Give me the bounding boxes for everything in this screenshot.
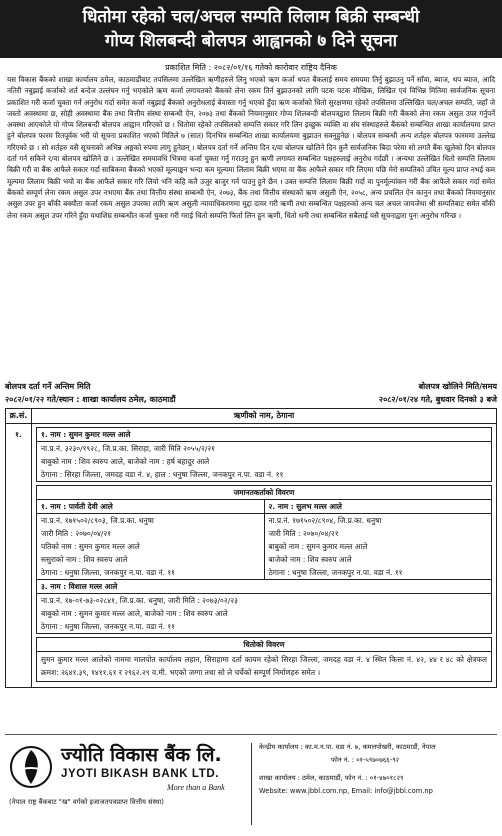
submission-deadline-value: २०८२/०१/२२ गते/स्थान : शाखा कार्यालय ठमेल, काठमाडौं: [5, 395, 176, 404]
bank-name-nepali: ज्योति विकास बैंक लि.: [61, 744, 222, 766]
guarantor-citizenship: ना.प्र.नं. १७-०१-७३-०२८४१, जि.प्र.का. धनुषा, जारी मिति : २०७३/०२/२३: [41, 596, 238, 605]
guarantor-issued: जारी मिति : २०७०/०४/२१: [268, 529, 339, 538]
borrower-name: १. नाम : सुमन कुमार मल्ल आले: [41, 430, 131, 439]
submission-deadline-label: बोलपत्र दर्ता गर्ने अन्तिम मिति: [5, 382, 91, 391]
footer-divider: [251, 743, 252, 825]
central-office: केन्द्रीय कार्यालय : का.म.न.पा. वडा नं. ७, कमलपोखरी, काठमाडौं, नेपाल: [259, 743, 436, 751]
published-date: प्रकाशित मिति : २०८२/०१/१६ गतेको कारोवार राष्ट्रिय दैनिक: [165, 63, 337, 72]
license-note: (नेपाल राष्ट्र बैंकबाट "ख" वर्गको इजाजतपत्रप्राप्त वित्तीय संस्था): [9, 798, 164, 806]
guarantor-1: [37, 500, 264, 579]
guarantor-name: १. नाम : पार्वती देवी आले: [41, 502, 113, 511]
borrower-info-box: [36, 427, 492, 482]
guarantor-name: २. नाम : सुलभ मल्ल आले: [268, 502, 342, 511]
guarantor-citizenship: ना.प्र.नं. १७१५०२/८९०४, जि.प्र.का. धनुषा: [268, 516, 382, 525]
website-email: Website: www.jbbl.com.np, Email: info@jbbl.com.np: [259, 786, 433, 795]
guarantor-father: बाबुको नाम : सुमन कुमार मल्ल आले, बाजेको नाम : शिव स्वरुप आले: [41, 609, 228, 618]
notice-title-line-2: गोप्य शिलबन्दी बोलपत्र आह्वानको ७ दिने सूचना: [104, 31, 398, 51]
collateral-description: सुमन कुमार मल्ल आलेको नाममा मालपोत कार्यालय लहान, सिराहामा दर्ता कायम रहेको सिरहा जिल्ला, जमदह वडा नं. ४ स्थित कित्ता नं. ४२, ४४ र ४८ को क्षेत्रफल क्रमश: २६४१.३९, १४११.६१ र २९६२.२९ व.मी. भएको जग्गा तथा सो ले चर्चेको सम्पूर्ण निर्माणहरु समेत ।: [41, 655, 487, 677]
guarantor-box: [36, 485, 492, 634]
contact-info: [259, 741, 495, 797]
guarantor-address: ठेगाना : धनुषा जिल्ला, जनकपुर न.पा. वडा नं. ११: [268, 568, 403, 577]
guarantor-father: बाबुको नाम : सुमन कुमार मल्ल आले: [268, 542, 368, 551]
guarantor-issued: जारी मिति : २०७०/०४/२१: [41, 529, 112, 538]
notice-title-banner: [0, 0, 502, 58]
bank-footer: [5, 734, 497, 830]
opening-date-label: बोलपत्र खोलिने मिति/समय: [418, 382, 497, 391]
guarantor-header: जमानतकर्ताको विवरण: [233, 488, 295, 497]
guarantor-grandfather: बाजेको नाम : शिव स्वरुप आले: [268, 555, 352, 564]
central-phone: फोन नं. : ०१-५९७०७६६-९२: [331, 755, 400, 764]
bank-name-english: JYOTI BIKASH BANK LTD.: [61, 768, 220, 780]
guarantor-name: ३. नाम : विशाल मल्ल आले: [41, 582, 118, 591]
opening-date-value: २०८२/०१/२४ गते, बुधवार दिनको ३ बजे: [378, 395, 497, 404]
bank-tagline: More than a Bank: [167, 783, 225, 792]
collateral-header: धितोको विवरण: [243, 640, 285, 649]
guarantor-grid: [37, 500, 491, 580]
guarantor-spouse: पतिको नाम : सुमन कुमार मल्ल आले: [41, 542, 140, 551]
row-serial-number: १.: [6, 424, 32, 688]
notice-title-line-1: धितोमा रहेको चल/अचल सम्पति लिलाम बिक्री सम्बन्धी: [82, 7, 420, 27]
borrower-cell: [32, 424, 497, 688]
borrower-address: ठेगाना : सिरहा जिल्ला, जमदह वडा नं. ४, हाल : धनुषा जिल्ला, जनकपुर न.पा. वडा नं. ११: [41, 470, 284, 479]
guarantor-address: ठेगाना : धनुषा जिल्ला, जनकपुर न.पा. वडा नं. ११: [41, 568, 176, 577]
guarantor-citizenship: ना.प्र.नं. १७१५०२/८९०३, जि.प्र.का. धनुषा: [41, 516, 154, 525]
guarantor-father-in-law: ससुराको नाम : शिव स्वरुप आले: [41, 555, 128, 564]
borrower-citizenship: ना.प्र.नं. ३२३०/१९२८, जि.प्र.का. सिराहा, जारी मिति २०५५/२/२१: [41, 444, 216, 453]
borrower-header: ऋणीको नाम, ठेगाना: [32, 409, 497, 424]
bank-logo-icon: [9, 745, 53, 789]
guarantor-address: ठेगाना : धनुषा जिल्ला, जनकपुर न.पा. वडा नं. ११: [41, 622, 176, 631]
serial-number-header: क्र.सं.: [6, 409, 32, 424]
borrower-father: बाबुको नाम : शिव स्वरुप आले, बाजेको नाम : हर्ष बहादुर आले: [41, 457, 210, 466]
guarantor-3: [37, 580, 491, 633]
branch-office: शाखा कार्यालय : ठमेल, काठमाडौं, फोन नं. : ०१-४७०१८२९: [259, 774, 404, 782]
guarantor-2: [264, 500, 492, 579]
collateral-box: [36, 637, 492, 682]
notice-body-text: यस विकास बैंकको शाखा कार्यालय ठमेल, काठमाडौंबाट तपसिलमा उल्लेखित ऋणीहरुले लिनु भएको ऋण कर्जा थपत बैंकलाई समय समयमा तिर्नु बुझाउनु पर्ने साँवा, ब्याज, थप ब्याज, आदि नतिरी नबुझाई कर्जाको शर्त बन्देज उल्लंघन गर्नु भएकोले ऋण कर्जा लगायतको बैंकको लेना रकम तिर्न बुझाउनको लागि पटक पटक मौखिक, लिखित एवं विभिन्न मितिमा सार्वजनिक सूचना प्रकाशित गरी कर्जा चुक्ता गर्न अनुरोध गर्दा समेत कर्जा नबुझाई बैंकको अनुरोधलाई बेवास्ता गर्नु भएको हुँदा ऋण कर्जाको धितो सुरक्षणमा रहेको तपसिलमा उल्लिखित चल/अचल सम्पति, जहाँ जे जस्तो अवस्थामा छ, सोही अवस्थामा बैंक तथा वित्तीय संस्था सम्बन्धी ऐन, २०७३ तथा बैंकको नियमानुसार गोप्य शिलबन्दी बोलपत्रद्वारा लिलाम बिक्री गरी बैंकको लेना रकम असुल उपर गर्नुपर्ने अवस्था आएकोले यो गोप्य शिलबन्दी बोलपत्र आह्वान गरिएको छ । धितोमा रहेको तपसिलको सम्पत्ति सकार गरि लिन इच्छुक व्यक्ति वा संघ संस्थाहरुले बैंकको सम्बन्धित शाखा कार्यालयमा प्राप्त हुने बोलपत्र फारम रितपूर्वक भरी यो सूचना प्रकाशित भएको मितिले ७ (सात) दिनभित्र सम्बन्धित शाखा कार्यालयमा बुझाउन सक्नुहुनेछ । बोलपत्र सम्बन्धी अन्य शर्तहरु बोलपत्र फारममा उल्लेख गरिएको छ । सो शर्तहरु यसै सूचनाको अभिन्न अङ्गको रुपमा लागु हुनेछन् । बोलपत्र दर्ता गर्ने अन्तिम दिन र/वा बोलपत्र खोलिने दिन कुनै सार्वजनिक बिदा परेमा सो लगतै बैंक खुलेको दिन बोलपत्र दर्ता गर्न सकिने र/वा बोलपत्र खोलिने छ । उल्लेखित समयावधि भित्रमा कर्जा चुक्ता गर्नु गराउनु हुन ऋणी लगायत सम्बन्धित पक्षहरुलाई अनुरोध गर्दछौं । अन्यथा उल्लेखित धितो सम्पत्ति लिलाम बिक्री गरी वा बैंक आफैले सकार गर्दा साबिकमा बैंकको भएको मूल्याङ्कन भन्दा कम मूल्यमा लिलाम बिक्री भएमा वा बैंक आफैले सकार गरि लिएमा पछि मेरो सम्पतिको उचित मूल्य प्राप्त नभई कम मूल्यमा लिलाम बिक्री भयो वा बैंक आफैले सकार गरि लियो भनि कहि कतै उजुर बाजुर गर्न पाउनु हुने छैन । उक्त सम्पत्ति लिलाम बिक्री गर्दा वा पुनर्मूल्यांकन गरी बैंक आफैले सकार गर्दा समेत बैंकको सम्पूर्ण लेना रकम असुल उपर नभएमा बैंक तथा वित्तीय संस्था सम्बन्धी ऐन, २०७३, बैंक तथा वित्तीय संस्थाको ऋण असुली ऐन, २०५८, अन्य प्रचलित ऐन कानुन तथा बैंकको नियमानुसार असुल उपर हुन बाँकी बक्यौता कर्जा रकम असुल उपरका लागि ऋण असुली न्यायाधिकरणमा मुद्दा दायर गरी ऋणी तथा सम्बन्धित पक्षहरुको अन्य चल अचल जायजेथा श्री सम्पतिबाट समेत बाँकी लेना रकम असुल उपर गरिने हुँदा यथाशिघ्र सम्बन्धीत कर्जा चुक्ता गरी गराई धितो सम्पत्ति फिर्ता लिन हुन ऋणी, धितो धनी तथा सम्बन्धित सबैलाई यसै सूचनाद्वारा पुनः अनुरोध गरिन्छ ।: [7, 75, 495, 220]
borrower-details-table: [5, 408, 497, 688]
